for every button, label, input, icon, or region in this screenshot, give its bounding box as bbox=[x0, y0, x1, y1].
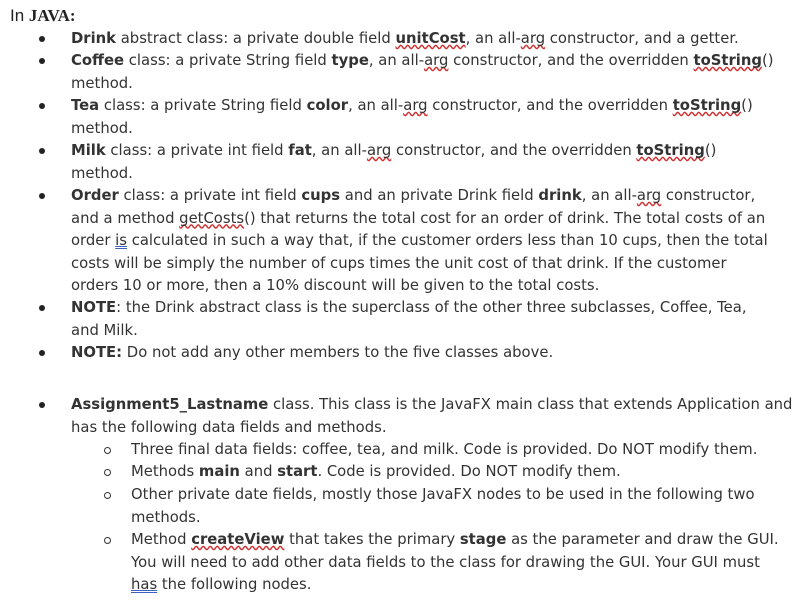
class-name: Drink bbox=[71, 30, 117, 47]
item-text: and an private Drink field bbox=[340, 187, 539, 204]
list-item-milk bbox=[71, 140, 797, 185]
bullet-icon bbox=[39, 193, 45, 199]
method-name: start bbox=[277, 463, 318, 480]
item-text: class: a private String field bbox=[99, 97, 307, 114]
note-label: NOTE bbox=[71, 299, 117, 316]
item-text: Do not add any other members to the five classes above. bbox=[122, 344, 554, 361]
item-text: class. This class is the JavaFX main class that extends Application and bbox=[268, 396, 793, 413]
list-item-drink bbox=[71, 28, 797, 51]
item-text: , an all- bbox=[311, 142, 367, 159]
list-item-main-class bbox=[71, 394, 797, 439]
sub-item-methods bbox=[131, 461, 796, 484]
item-text: orders 10 or more, then a 10% discount will be given to the total costs. bbox=[71, 277, 600, 294]
item-text: Method bbox=[131, 531, 192, 548]
item-text: constructor, bbox=[661, 187, 756, 204]
item-text: that takes the primary bbox=[284, 531, 460, 548]
item-text: , an all- bbox=[348, 97, 404, 114]
item-text: and a method bbox=[71, 209, 180, 227]
circle-bullet-icon bbox=[104, 469, 111, 476]
item-text: constructor, and the overridden bbox=[448, 52, 694, 69]
sub-item-create-view bbox=[131, 529, 796, 597]
method-name: toString bbox=[672, 97, 742, 114]
item-text: the following nodes. bbox=[157, 576, 312, 593]
item-text: . Code is provided. Do NOT modify them. bbox=[317, 463, 621, 480]
bullet-icon bbox=[39, 402, 45, 408]
bullet-icon bbox=[39, 148, 45, 154]
item-text: : the Drink abstract class is the superclass of the other three subclasses, Coffee, Tea, bbox=[116, 299, 747, 316]
class-name: Coffee bbox=[71, 52, 125, 69]
method-name: toString bbox=[693, 52, 762, 69]
item-text: is bbox=[115, 232, 127, 249]
item-text: () bbox=[704, 142, 717, 159]
item-text: You will need to add other data fields to the class for drawing the GUI. Your GUI must bbox=[131, 553, 760, 571]
item-text: and bbox=[239, 463, 278, 480]
class-name: Tea bbox=[71, 97, 100, 114]
field-name: unitCost bbox=[395, 30, 466, 47]
sub-item-final-fields bbox=[131, 439, 796, 462]
item-text: class: a private int field bbox=[105, 142, 289, 159]
item-text: arg bbox=[520, 30, 546, 47]
item-text: Other private date fields, mostly those JavaFX nodes to be used in the following two bbox=[131, 486, 755, 503]
field-name: fat bbox=[288, 142, 312, 159]
item-text: order bbox=[71, 232, 116, 249]
item-text: method. bbox=[71, 164, 133, 182]
item-text: constructor, and a getter. bbox=[545, 30, 739, 47]
item-text: and Milk. bbox=[71, 321, 138, 339]
class-name: Milk bbox=[71, 142, 106, 159]
circle-bullet-icon bbox=[104, 492, 111, 499]
field-name: drink bbox=[538, 187, 582, 204]
item-text: as the parameter and draw the GUI. bbox=[506, 531, 779, 548]
bullet-icon bbox=[39, 305, 45, 311]
item-text: method. bbox=[71, 74, 133, 92]
method-name: main bbox=[198, 463, 240, 480]
class-name: Order bbox=[71, 187, 119, 204]
item-text: () that returns the total cost for an order of drink. The total costs of an bbox=[244, 209, 766, 227]
item-text: class: a private int field bbox=[118, 187, 302, 204]
item-text: () bbox=[741, 97, 753, 114]
param-name: stage bbox=[459, 531, 507, 548]
item-text: arg bbox=[424, 52, 449, 69]
item-text: Methods bbox=[131, 463, 199, 480]
item-text: has bbox=[131, 576, 158, 593]
method-name: getCosts bbox=[179, 209, 245, 227]
bullet-icon bbox=[39, 58, 45, 64]
note-label: NOTE: bbox=[71, 344, 123, 361]
item-text: , an all- bbox=[581, 187, 637, 204]
item-text: class: a private String field bbox=[124, 52, 332, 69]
item-text: , an all- bbox=[368, 52, 425, 69]
method-name: createView bbox=[191, 531, 285, 548]
list-item-order bbox=[71, 185, 797, 298]
heading-language: JAVA: bbox=[28, 6, 76, 25]
sub-item-private-fields bbox=[131, 484, 796, 529]
class-name: Assignment5_Lastname bbox=[71, 396, 269, 413]
item-text: arg bbox=[403, 97, 428, 114]
item-text: constructor, and the overridden bbox=[391, 142, 637, 159]
item-text: methods. bbox=[131, 508, 201, 526]
item-text: calculated in such a way that, if the customer orders less than 10 cups, then the total bbox=[127, 232, 768, 249]
list-item-tea bbox=[71, 95, 797, 140]
bullet-icon bbox=[39, 36, 45, 42]
field-name: cups bbox=[301, 187, 341, 204]
item-text: Three final data fields: coffee, tea, and milk. Code is provided. Do NOT modify them. bbox=[131, 441, 758, 458]
list-item-note-members bbox=[71, 342, 797, 365]
list-item-coffee bbox=[71, 50, 797, 95]
item-text: costs will be simply the number of cups times the unit cost of that drink. If the customer bbox=[71, 254, 727, 272]
method-name: toString bbox=[636, 142, 705, 159]
circle-bullet-icon bbox=[104, 447, 111, 454]
bullet-icon bbox=[39, 103, 45, 109]
bullet-icon bbox=[39, 350, 45, 356]
item-text: abstract class: a private double field bbox=[116, 30, 396, 47]
item-text: constructor, and the overridden bbox=[427, 97, 673, 114]
field-name: color bbox=[306, 97, 349, 114]
item-text: () bbox=[761, 52, 774, 69]
item-text: arg bbox=[636, 187, 662, 204]
list-item-note-superclass bbox=[71, 297, 797, 342]
item-text: , an all- bbox=[465, 30, 521, 47]
heading-prefix: In bbox=[10, 6, 29, 25]
item-text: has the following data fields and methods. bbox=[71, 418, 387, 436]
heading bbox=[10, 6, 76, 26]
circle-bullet-icon bbox=[104, 537, 111, 544]
item-text: method. bbox=[71, 119, 133, 137]
field-name: type bbox=[331, 52, 369, 69]
item-text: arg bbox=[366, 142, 392, 159]
